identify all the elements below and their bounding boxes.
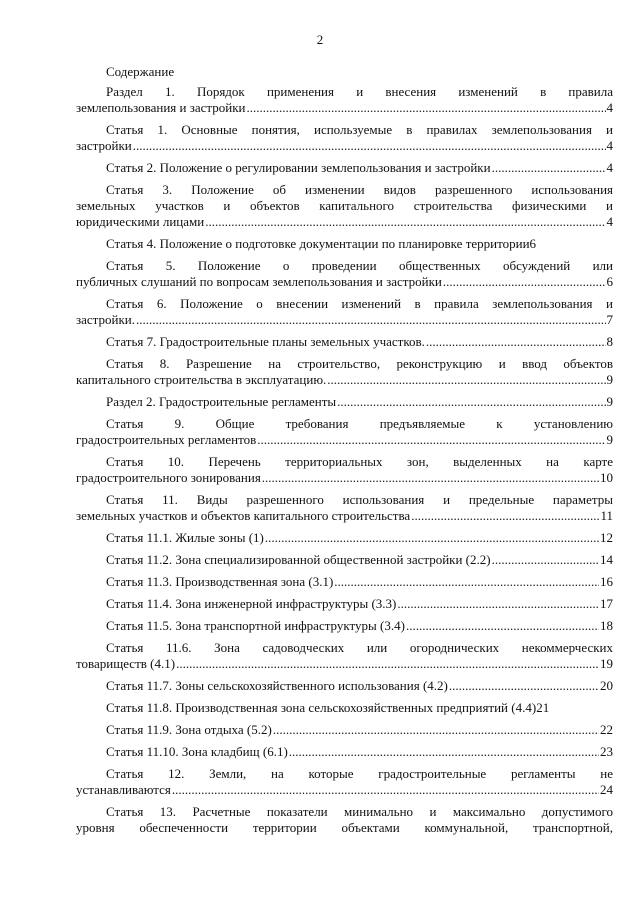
toc-entry-title: Статья 11.1. Жилые зоны (1)	[106, 530, 264, 545]
toc-page-number: 22	[600, 722, 613, 737]
toc-leader-dots	[397, 596, 599, 612]
toc-entry-line	[76, 394, 613, 410]
toc-entry	[76, 122, 613, 154]
toc-leader-dots	[205, 214, 605, 230]
toc-entry-line: Статья 8. Разрешение на строительство, реконструкцию и ввод объектов	[106, 356, 613, 371]
toc-entry-title: градостроительного зонирования	[76, 470, 261, 485]
toc-entry-line	[76, 596, 613, 612]
toc-entry	[76, 744, 613, 760]
toc-entry-line	[76, 138, 613, 154]
toc-page-number: 6	[529, 236, 537, 251]
toc-entry-line	[76, 782, 613, 798]
toc-entry	[76, 356, 613, 388]
toc-entry	[76, 574, 613, 590]
toc-leader-dots	[246, 100, 605, 116]
toc-page-number: 10	[600, 470, 613, 485]
toc-entry	[76, 804, 613, 836]
toc-entry-title: Статья 4. Положение о подготовке документации по планировке территории	[106, 236, 530, 251]
page-number: 2	[316, 32, 324, 47]
toc-page-number: 18	[600, 618, 613, 633]
toc-leader-dots	[176, 656, 599, 672]
toc-page-number: 4	[606, 138, 613, 153]
toc-entry-line: Статья 11.6. Зона садоводческих или огороднических некоммерческих	[106, 640, 613, 655]
toc-leader-dots	[262, 470, 599, 486]
toc-leader-dots	[337, 394, 605, 410]
toc-entry-line: Статья 12. Земли, на которые градостроительные регламенты не	[106, 766, 613, 781]
toc-leader-dots	[257, 432, 605, 448]
toc-leader-dots	[492, 552, 599, 568]
toc-leader-dots	[327, 372, 605, 388]
toc-entry-line	[76, 744, 613, 760]
toc-page-number: 16	[600, 574, 613, 589]
toc-leader-dots	[265, 530, 599, 546]
toc-entry	[76, 722, 613, 738]
toc-entry-line: Статья 11. Виды разрешенного использования и предельные параметры	[106, 492, 613, 507]
toc-entry-line	[76, 100, 613, 116]
toc-entry-title: Статья 11.9. Зона отдыха (5.2)	[106, 722, 272, 737]
toc-entry	[76, 530, 613, 546]
toc-entry-line	[76, 214, 613, 230]
toc-title: Содержание	[106, 64, 175, 79]
toc-leader-dots	[492, 160, 606, 176]
toc-entry-title: Статья 11.10. Зона кладбищ (6.1)	[106, 744, 288, 759]
toc-leader-dots	[136, 312, 606, 328]
toc-leader-dots	[426, 334, 606, 350]
toc-entry	[76, 296, 613, 328]
toc-entry-line: Раздел 1. Порядок применения и внесения изменений в правила	[106, 84, 613, 99]
toc-entry-line	[76, 334, 613, 350]
toc-entry-line	[76, 722, 613, 738]
toc-entry-title: Статья 7. Градостроительные планы земельных участков.	[106, 334, 425, 349]
toc-entry	[76, 236, 613, 252]
toc-entry-title: Раздел 2. Градостроительные регламенты	[106, 394, 337, 409]
toc-entry-line	[76, 530, 613, 546]
toc-entry-line	[76, 656, 613, 672]
toc-entry	[76, 394, 613, 410]
toc-page-number: 21	[536, 700, 550, 715]
toc-entry-title: земельных участков и объектов капитального строительства	[76, 508, 411, 523]
toc-entry-title: Статья 11.7. Зоны сельскохозяйственного использования (4.2)	[106, 678, 448, 693]
toc-entry	[76, 182, 613, 230]
toc-entry-line	[76, 432, 613, 448]
toc-entry-line	[76, 574, 613, 590]
toc-page-number: 9	[606, 394, 613, 409]
toc-page-number: 17	[600, 596, 613, 611]
toc-entry-line: Статья 10. Перечень территориальных зон, выделенных на карте	[106, 454, 613, 469]
toc-entry	[76, 160, 613, 176]
toc-entry	[76, 618, 613, 634]
toc-entry	[76, 84, 613, 116]
toc-entry-title: Статья 11.8. Производственная зона сельскохозяйственных предприятий (4.4)	[106, 700, 537, 715]
toc-page-number: 23	[600, 744, 613, 759]
toc-entry-line: Статья 13. Расчетные показатели минимально и максимально допустимого	[106, 804, 613, 819]
toc-entry	[76, 678, 613, 694]
toc-entry-line: Статья 3. Положение об изменении видов разрешенного использования	[106, 182, 613, 197]
toc-entry-title: товариществ (4.1)	[76, 656, 176, 671]
toc-entry-title: градостроительных регламентов	[76, 432, 257, 447]
toc-entry-line	[76, 678, 613, 694]
toc-page-number: 4	[606, 160, 613, 175]
toc-entry-title: Статья 11.2. Зона специализированной общественной застройки (2.2)	[106, 552, 491, 567]
toc-entry-line	[76, 160, 613, 176]
toc-page-number: 4	[606, 214, 613, 229]
toc-entry	[76, 492, 613, 524]
toc-entry-line: Статья 9. Общие требования предъявляемые к установлению	[106, 416, 613, 431]
toc-entry-title: юридическими лицами	[76, 214, 205, 229]
toc-entry	[76, 596, 613, 612]
toc-entry-line	[76, 372, 613, 388]
toc-page-number: 20	[600, 678, 613, 693]
toc-entry-title: Статья 2. Положение о регулировании землепользования и застройки	[106, 160, 491, 175]
toc-page-number: 19	[600, 656, 613, 671]
toc-entry-line	[76, 274, 613, 290]
toc-entry-title: публичных слушаний по вопросам землепользования и застройки	[76, 274, 442, 289]
toc-entry-title: капитального строительства в эксплуатацию.	[76, 372, 327, 387]
toc-entry-line: Статья 5. Положение о проведении общественных обсуждений или	[106, 258, 613, 273]
toc-entry-line	[76, 618, 613, 634]
toc-entry	[76, 766, 613, 798]
toc-entry-line	[76, 700, 613, 716]
toc-page-number: 14	[600, 552, 613, 567]
toc-entry	[76, 416, 613, 448]
toc-page-number: 9	[606, 432, 613, 447]
toc-entry	[76, 700, 613, 716]
toc-entry-title: Статья 11.4. Зона инженерной инфраструктуры (3.3)	[106, 596, 397, 611]
toc-entry-line	[76, 508, 613, 524]
toc-page-number: 8	[606, 334, 613, 349]
toc-leader-dots	[133, 138, 606, 154]
toc-leader-dots	[273, 722, 599, 738]
toc-entry-line: Статья 6. Положение о внесении изменений в правила землепользования и	[106, 296, 613, 311]
toc-entry-title: застройки.	[76, 312, 135, 327]
toc-page-number: 7	[606, 312, 613, 327]
toc-entry-title: застройки	[76, 138, 132, 153]
toc-entry	[76, 454, 613, 486]
toc-entry-line	[76, 236, 613, 252]
toc-page-number: 9	[606, 372, 613, 387]
toc-leader-dots	[289, 744, 599, 760]
toc-page-number: 11	[600, 508, 613, 523]
toc-entry-title: Статья 11.5. Зона транспортной инфраструктуры (3.4)	[106, 618, 405, 633]
toc-entry-title: землепользования и застройки	[76, 100, 246, 115]
toc-entry	[76, 334, 613, 350]
table-of-contents	[76, 84, 613, 842]
toc-leader-dots	[411, 508, 599, 524]
toc-entry	[76, 258, 613, 290]
toc-page-number: 4	[606, 100, 613, 115]
toc-entry	[76, 552, 613, 568]
toc-entry-title: устанавливаются	[76, 782, 171, 797]
toc-entry-line: Статья 1. Основные понятия, используемые в правилах землепользования и	[106, 122, 613, 137]
toc-page-number: 12	[600, 530, 613, 545]
toc-entry-line: земельных участков и объектов капитального строительства физическими и	[76, 198, 613, 213]
toc-leader-dots	[443, 274, 606, 290]
toc-entry-line: уровня обеспеченности территории объектами коммунальной, транспортной,	[76, 820, 613, 835]
toc-leader-dots	[172, 782, 599, 798]
toc-entry-line	[76, 312, 613, 328]
toc-leader-dots	[334, 574, 599, 590]
toc-entry-line	[76, 552, 613, 568]
toc-entry	[76, 640, 613, 672]
toc-entry-line	[76, 470, 613, 486]
toc-entry-title: Статья 11.3. Производственная зона (3.1)	[106, 574, 334, 589]
toc-page-number: 6	[606, 274, 613, 289]
toc-leader-dots	[406, 618, 599, 634]
toc-leader-dots	[449, 678, 599, 694]
toc-page-number: 24	[600, 782, 613, 797]
